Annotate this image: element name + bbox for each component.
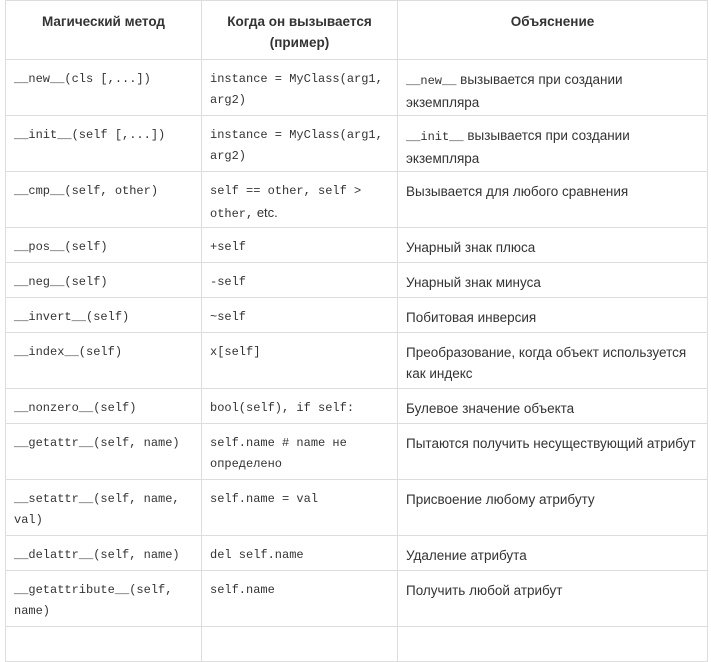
when-cell: instance = MyClass(arg1, arg2) [202, 116, 398, 172]
method-cell: __invert__(self) [6, 298, 202, 333]
when-cell: instance = MyClass(arg1, arg2) [202, 60, 398, 116]
when-cell: -self [202, 263, 398, 298]
table-row [6, 60, 708, 116]
table-row [6, 571, 708, 627]
explanation-cell: Удаление атрибута [398, 536, 708, 571]
method-cell: __neg__(self) [6, 263, 202, 298]
method-cell: __pos__(self) [6, 228, 202, 263]
method-cell: __nonzero__(self) [6, 389, 202, 424]
explanation-text: вызывается при создании экземпляра [406, 72, 623, 110]
explanation-cell: Присвоение любому атрибуту [398, 480, 708, 536]
when-cell [202, 172, 398, 228]
explanation-cell [398, 627, 708, 662]
explanation-cell: Пытаются получить несуществующий атрибут [398, 424, 708, 480]
method-cell: __getattribute__(self, name) [6, 571, 202, 627]
method-cell: __setattr__(self, name, val) [6, 480, 202, 536]
method-cell [6, 627, 202, 662]
header-explanation: Объяснение [398, 1, 708, 60]
table-row [6, 228, 708, 263]
explanation-code: __new__ [406, 74, 457, 88]
explanation-cell: Булевое значение объекта [398, 389, 708, 424]
method-cell: __index__(self) [6, 333, 202, 389]
table-row [6, 116, 708, 172]
table-row [6, 389, 708, 424]
when-cell: del self.name [202, 536, 398, 571]
explanation-code: __init__ [406, 130, 464, 144]
explanation-cell: Получить любой атрибут [398, 571, 708, 627]
when-cell: self.name = val [202, 480, 398, 536]
table-row [6, 480, 708, 536]
magic-methods-table [5, 0, 708, 662]
table-header-row [6, 1, 708, 60]
table-row [6, 536, 708, 571]
table-row [6, 298, 708, 333]
table-row [6, 263, 708, 298]
header-when: Когда он вызывается (пример) [202, 1, 398, 60]
explanation-cell: Преобразование, когда объект используется как индекс [398, 333, 708, 389]
when-suffix: etc. [253, 205, 278, 220]
method-cell: __getattr__(self, name) [6, 424, 202, 480]
method-cell: __init__(self [,...]) [6, 116, 202, 172]
when-cell: x[self] [202, 333, 398, 389]
explanation-cell [398, 116, 708, 172]
explanation-text: вызывается при создании экземпляра [406, 128, 630, 166]
table-row [6, 172, 708, 228]
header-method: Магический метод [6, 1, 202, 60]
explanation-cell: Вызывается для любого сравнения [398, 172, 708, 228]
when-cell: self.name [202, 571, 398, 627]
when-code: self == other, self > other, [210, 184, 362, 221]
table-row [6, 627, 708, 662]
explanation-cell: Побитовая инверсия [398, 298, 708, 333]
when-cell: bool(self), if self: [202, 389, 398, 424]
when-cell: self.name # name не определено [202, 424, 398, 480]
explanation-cell [398, 60, 708, 116]
when-cell [202, 627, 398, 662]
method-cell: __cmp__(self, other) [6, 172, 202, 228]
when-cell: +self [202, 228, 398, 263]
method-cell: __new__(cls [,...]) [6, 60, 202, 116]
table-row [6, 424, 708, 480]
method-cell: __delattr__(self, name) [6, 536, 202, 571]
explanation-cell: Унарный знак минуса [398, 263, 708, 298]
when-cell: ~self [202, 298, 398, 333]
table-row [6, 333, 708, 389]
explanation-cell: Унарный знак плюса [398, 228, 708, 263]
